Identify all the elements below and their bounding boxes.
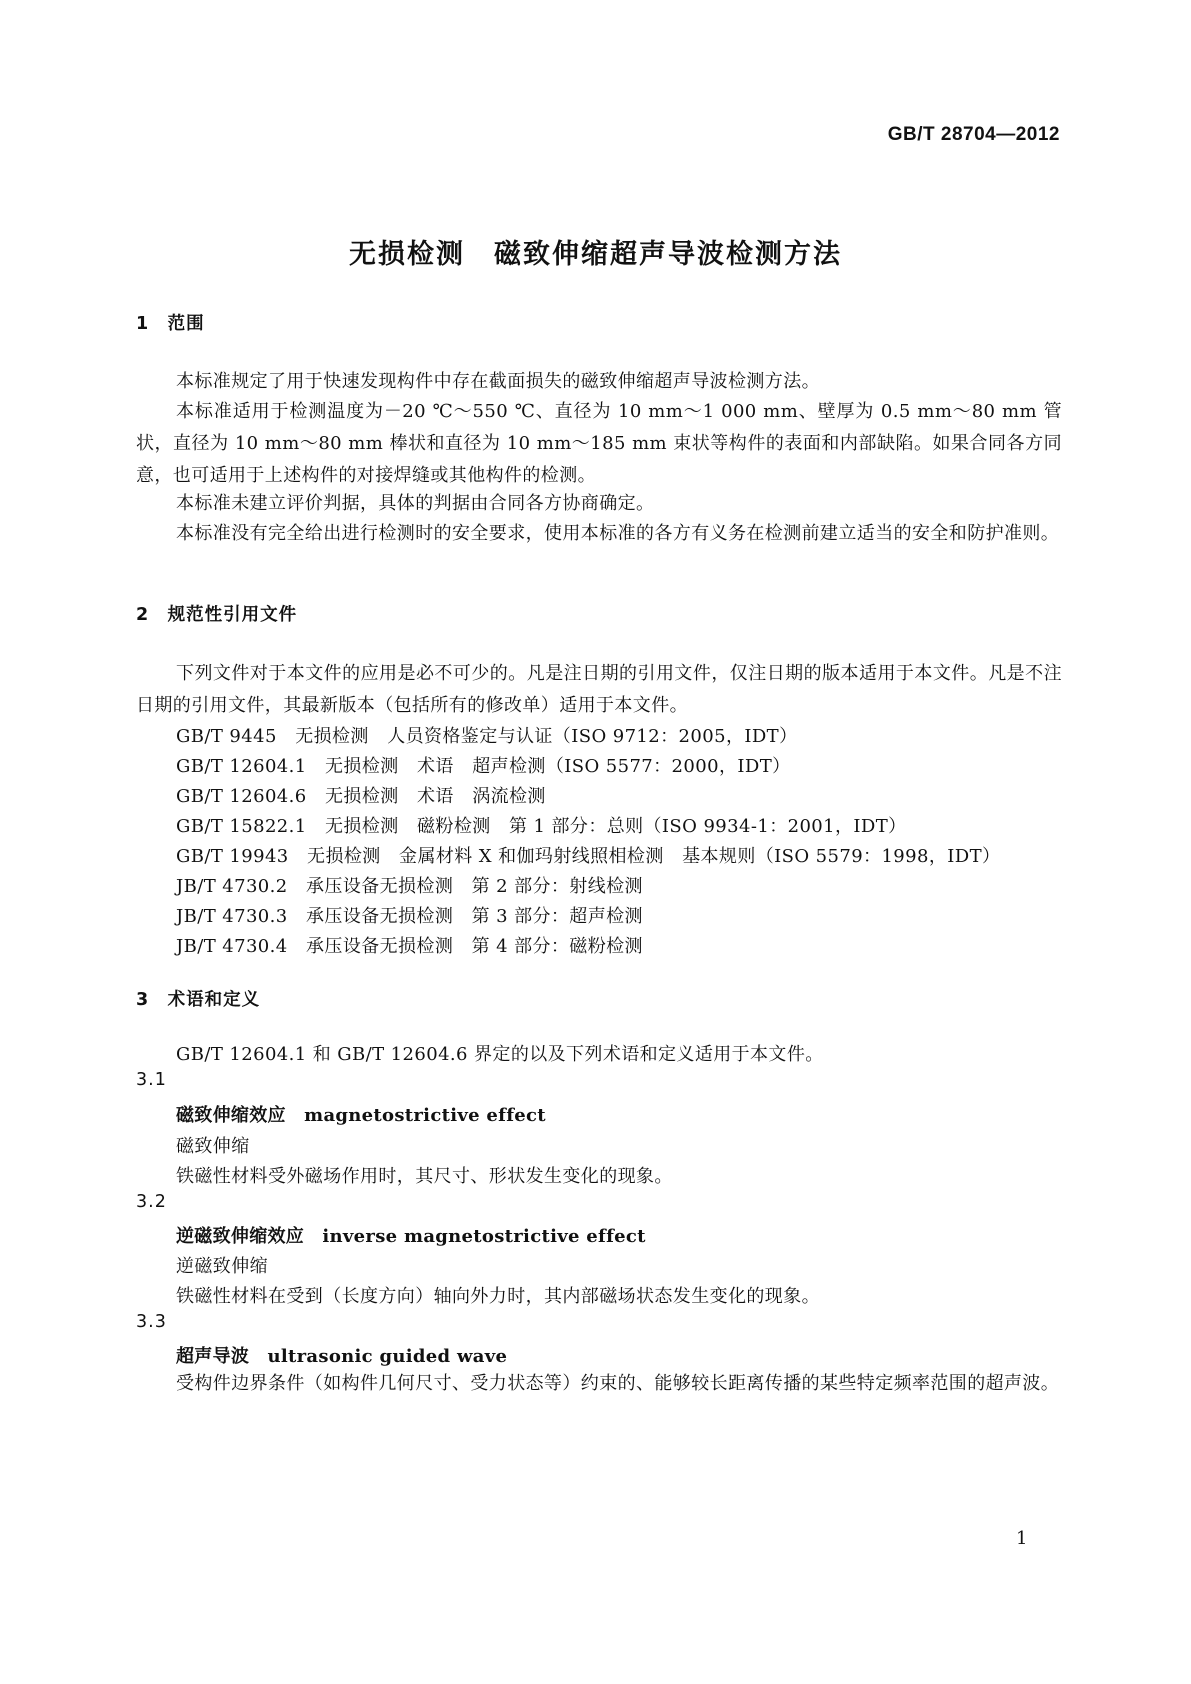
- term-heading: 磁致伸缩效应 magnetostrictive effect: [176, 1105, 546, 1126]
- reference-item: JB/T 4730.3 承压设备无损检测 第 3 部分：超声检测: [176, 906, 643, 927]
- reference-item: GB/T 15822.1 无损检测 磁粉检测 第 1 部分：总则（ISO 9934-1：2001，IDT）: [176, 816, 907, 837]
- term-number: 3.3: [136, 1312, 167, 1332]
- section-3-intro: GB/T 12604.1 和 GB/T 12604.6 界定的以及下列术语和定义适用于本文件。: [176, 1044, 824, 1065]
- term-heading: 逆磁致伸缩效应 inverse magnetostrictive effect: [176, 1226, 646, 1247]
- section-1-paragraph: 本标准没有完全给出进行检测时的安全要求，使用本标准的各方有义务在检测前建立适当的安全和防护准则。: [176, 523, 1060, 544]
- standard-number: GB/T 28704—2012: [887, 124, 1060, 145]
- term-number: 3.1: [136, 1070, 167, 1090]
- term-synonym: 磁致伸缩: [176, 1136, 250, 1157]
- reference-item: GB/T 12604.6 无损检测 术语 涡流检测: [176, 786, 546, 807]
- section-1-paragraph: 本标准适用于检测温度为－20 ℃～550 ℃、直径为 10 mm～1 000 mm、壁厚为 0.5 mm～80 mm 管状，直径为 10 mm～80 mm 棒状和直径为 10 mm～185 mm 束状等构件的表面和内部缺陷。如果合同各方同意，也可适用于上述构件的对接焊缝或其他构件的检测。: [136, 401, 1062, 486]
- section-2-intro: 下列文件对于本文件的应用是必不可少的。凡是注日期的引用文件，仅注日期的版本适用于本文件。凡是不注日期的引用文件，其最新版本（包括所有的修改单）适用于本文件。: [136, 663, 1062, 716]
- page-number: 1: [1016, 1528, 1028, 1549]
- term-number: 3.2: [136, 1192, 167, 1212]
- term-definition: 受构件边界条件（如构件几何尺寸、受力状态等）约束的、能够较长距离传播的某些特定频率范围的超声波。: [176, 1373, 1060, 1394]
- reference-item: JB/T 4730.4 承压设备无损检测 第 4 部分：磁粉检测: [176, 936, 643, 957]
- reference-item: GB/T 19943 无损检测 金属材料 X 和伽玛射线照相检测 基本规则（ISO 5579：1998，IDT）: [176, 846, 1001, 867]
- section-1-paragraph: 本标准未建立评价判据，具体的判据由合同各方协商确定。: [176, 493, 655, 514]
- term-synonym: 逆磁致伸缩: [176, 1256, 268, 1277]
- section-2-heading: 2 规范性引用文件: [136, 605, 298, 625]
- reference-item: GB/T 9445 无损检测 人员资格鉴定与认证（ISO 9712：2005，IDT）: [176, 726, 798, 747]
- document-title: 无损检测 磁致伸缩超声导波检测方法: [349, 239, 842, 270]
- reference-item: JB/T 4730.2 承压设备无损检测 第 2 部分：射线检测: [176, 876, 643, 897]
- section-3-heading: 3 术语和定义: [136, 990, 261, 1010]
- term-heading: 超声导波 ultrasonic guided wave: [176, 1346, 508, 1367]
- section-1-heading: 1 范围: [136, 314, 205, 334]
- term-definition: 铁磁性材料受外磁场作用时，其尺寸、形状发生变化的现象。: [176, 1166, 673, 1187]
- section-1-paragraph: 本标准规定了用于快速发现构件中存在截面损失的磁致伸缩超声导波检测方法。: [176, 371, 820, 392]
- reference-item: GB/T 12604.1 无损检测 术语 超声检测（ISO 5577：2000，IDT）: [176, 756, 791, 777]
- term-definition: 铁磁性材料在受到（长度方向）轴向外力时，其内部磁场状态发生变化的现象。: [176, 1286, 820, 1307]
